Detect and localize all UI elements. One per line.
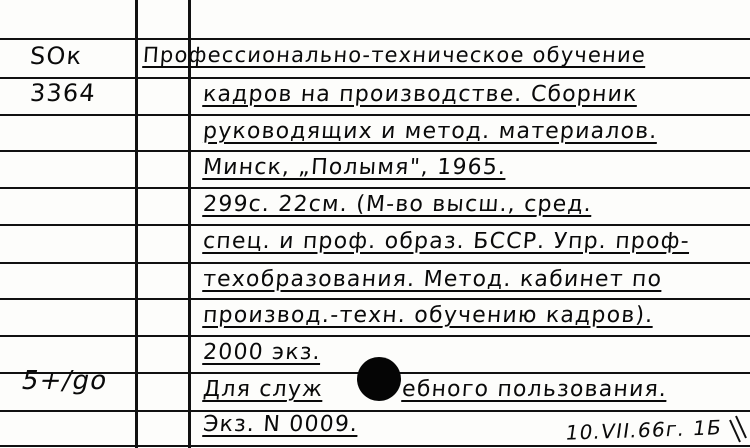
ruled-line bbox=[0, 187, 750, 189]
ruled-line bbox=[0, 445, 750, 447]
title-line-3: руководящих и метод. материалов. bbox=[202, 119, 659, 144]
title-line-1: Профессионально-техническое обучение bbox=[142, 43, 647, 67]
restriction-note-end: ебного пользования. bbox=[401, 377, 669, 402]
ruled-line bbox=[0, 77, 750, 79]
series-line-3: производ.-техн. обучению кадров). bbox=[202, 303, 655, 328]
collation-line: 299с. 22см. (М-во высш., сред. bbox=[202, 192, 593, 217]
margin-line-left bbox=[135, 0, 138, 448]
series-line-1: спец. и проф. образ. БССР. Упр. проф- bbox=[202, 229, 691, 254]
copy-number: Экз. N 0009. bbox=[202, 412, 360, 437]
margin-line-right bbox=[188, 0, 191, 448]
inventory-mark: 5+/go bbox=[18, 366, 111, 396]
ruled-line bbox=[0, 114, 750, 116]
date-note: 10.VII.66г. 1Б bbox=[563, 415, 724, 445]
series-line-2: техобразования. Метод. кабинет по bbox=[202, 267, 664, 292]
ruled-line bbox=[0, 262, 750, 264]
ruled-line bbox=[0, 410, 750, 412]
shelfmark-line-1: SOк bbox=[29, 42, 84, 70]
shelfmark-line-2: 3364 bbox=[29, 79, 97, 107]
restriction-note-start: Для служ bbox=[202, 377, 324, 402]
print-run: 2000 экз. bbox=[202, 340, 322, 365]
title-line-2: кадров на производстве. Сборник bbox=[202, 82, 639, 107]
corner-tick-icon bbox=[726, 412, 750, 448]
ink-blot bbox=[357, 357, 401, 401]
ruled-line bbox=[0, 298, 750, 300]
imprint-line: Минск, „Полымя", 1965. bbox=[202, 155, 508, 180]
ruled-line bbox=[0, 224, 750, 226]
ruled-line bbox=[0, 150, 750, 152]
ruled-line bbox=[0, 335, 750, 337]
ruled-line bbox=[0, 38, 750, 40]
